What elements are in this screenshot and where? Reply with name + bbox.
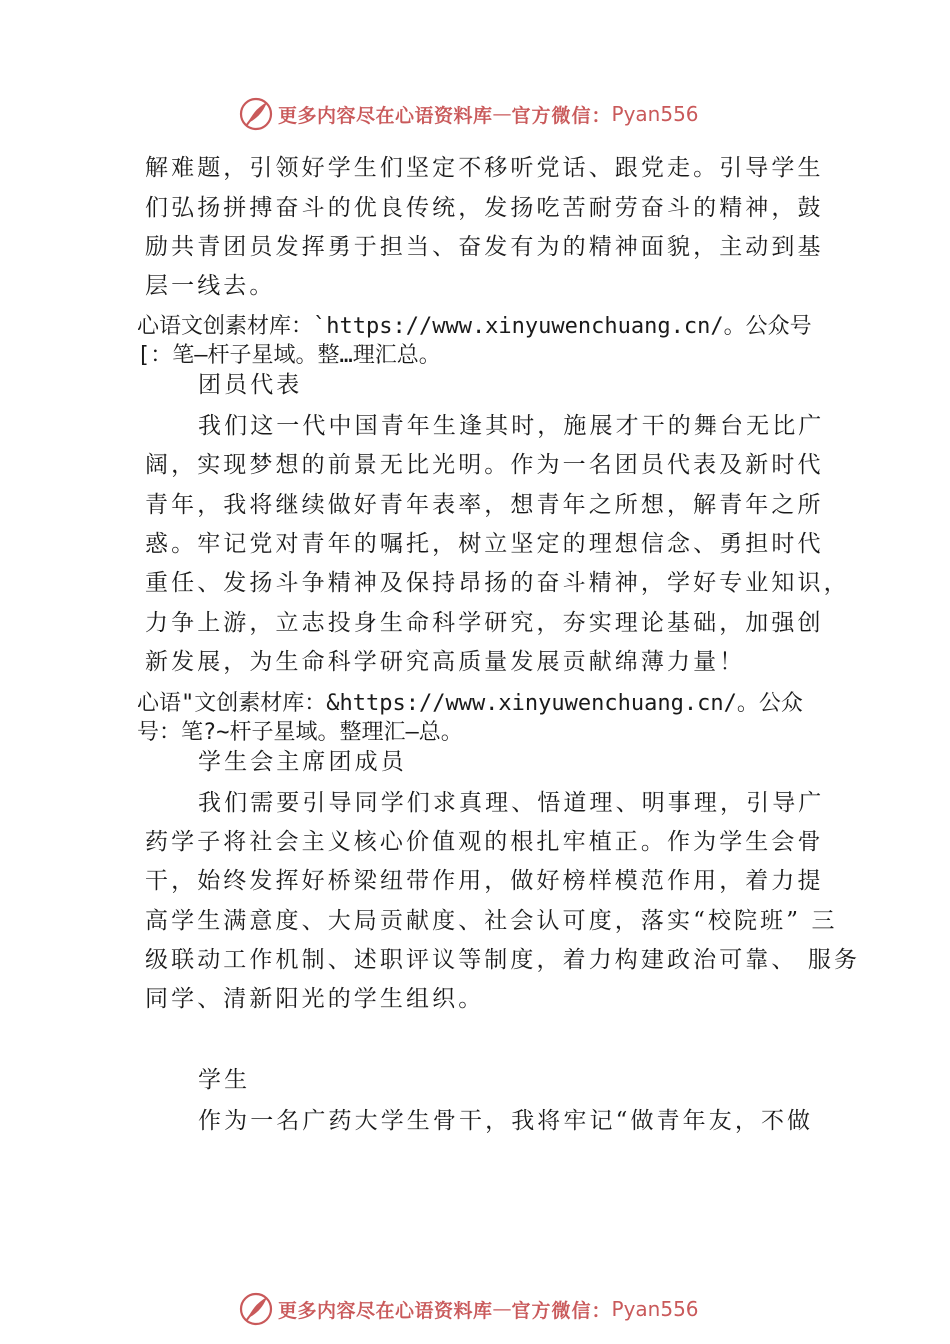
quill-pen-logo-icon [238,1291,274,1327]
paragraph-line: 药学子将社会主义核心价值观的根扎牢植正。作为学生会骨 [145,829,824,855]
section-title: 学生 [198,1067,251,1093]
watermark-line: 心语文创素材库：`https://www.xinyuwenchuang.cn/。公众号 [137,314,812,339]
banner-title: 更多内容尽在心语资料库 [278,1299,493,1322]
paragraph-line: 我们需要引导同学们求真理、悟道理、明事理，引导广 [198,790,825,816]
banner-wechat-id: Pyan556 [611,102,699,126]
paragraph-line: 高学生满意度、大局贡献度、社会认可度，落实“校院班” 三 [145,908,838,934]
banner-wechat-label: 官方微信： [511,104,612,127]
banner-dash: — [492,1298,512,1320]
section-title: 学生会主席团成员 [198,749,407,775]
paragraph-line: 解难题，引领好学生们坚定不移听党话、跟党走。引导学生 [145,155,824,181]
paragraph-line: 青年，我将继续做好青年表率，想青年之所想，解青年之所 [145,492,824,518]
paragraph-line: 力争上游，立志投身生命科学研究，夯实理论基础，加强创 [145,610,824,636]
watermark-line: 心语"文创素材库：&https://www.xinyuwenchuang.cn/。公众 [137,691,803,716]
quill-pen-logo-icon [238,96,274,132]
paragraph-line: 惑。牢记党对青年的嘱托，树立坚定的理想信念、勇担时代 [145,531,824,557]
paragraph-line: 重任、发扬斗争精神及保持昂扬的奋斗精神，学好专业知识， [145,570,850,596]
banner-wechat-label: 官方微信： [511,1299,612,1322]
footer-banner [238,1291,699,1327]
watermark-line: [：笔—杆子星域。整…理汇总。 [137,343,441,368]
paragraph-line: 新发展，为生命科学研究高质量发展贡献绵薄力量！ [145,649,746,675]
paragraph-line: 同学、清新阳光的学生组织。 [145,986,485,1012]
paragraph-line: 励共青团员发挥勇于担当、奋发有为的精神面貌，主动到基 [145,234,824,260]
banner-title: 更多内容尽在心语资料库 [278,104,493,127]
paragraph-line: 作为一名广药大学生骨干，我将牢记“做青年友，不做 [198,1108,814,1134]
paragraph-line: 层一线去。 [145,273,276,299]
section-title: 团员代表 [198,372,303,398]
paragraph-line: 我们这一代中国青年生逢其时，施展才干的舞台无比广 [198,413,825,439]
paragraph-line: 级联动工作机制、述职评议等制度，着力构建政治可靠、 服务 [145,947,861,973]
paragraph-line: 们弘扬拼搏奋斗的优良传统，发扬吃苦耐劳奋斗的精神，鼓 [145,195,824,221]
header-banner [238,96,699,132]
watermark-line: 号：笔?~杆子星域。整理汇—总。 [137,720,463,745]
banner-dash: — [492,103,512,125]
paragraph-line: 干，始终发挥好桥梁纽带作用，做好榜样模范作用，着力提 [145,868,824,894]
paragraph-line: 阔，实现梦想的前景无比光明。作为一名团员代表及新时代 [145,452,824,478]
banner-wechat-id: Pyan556 [611,1297,699,1321]
